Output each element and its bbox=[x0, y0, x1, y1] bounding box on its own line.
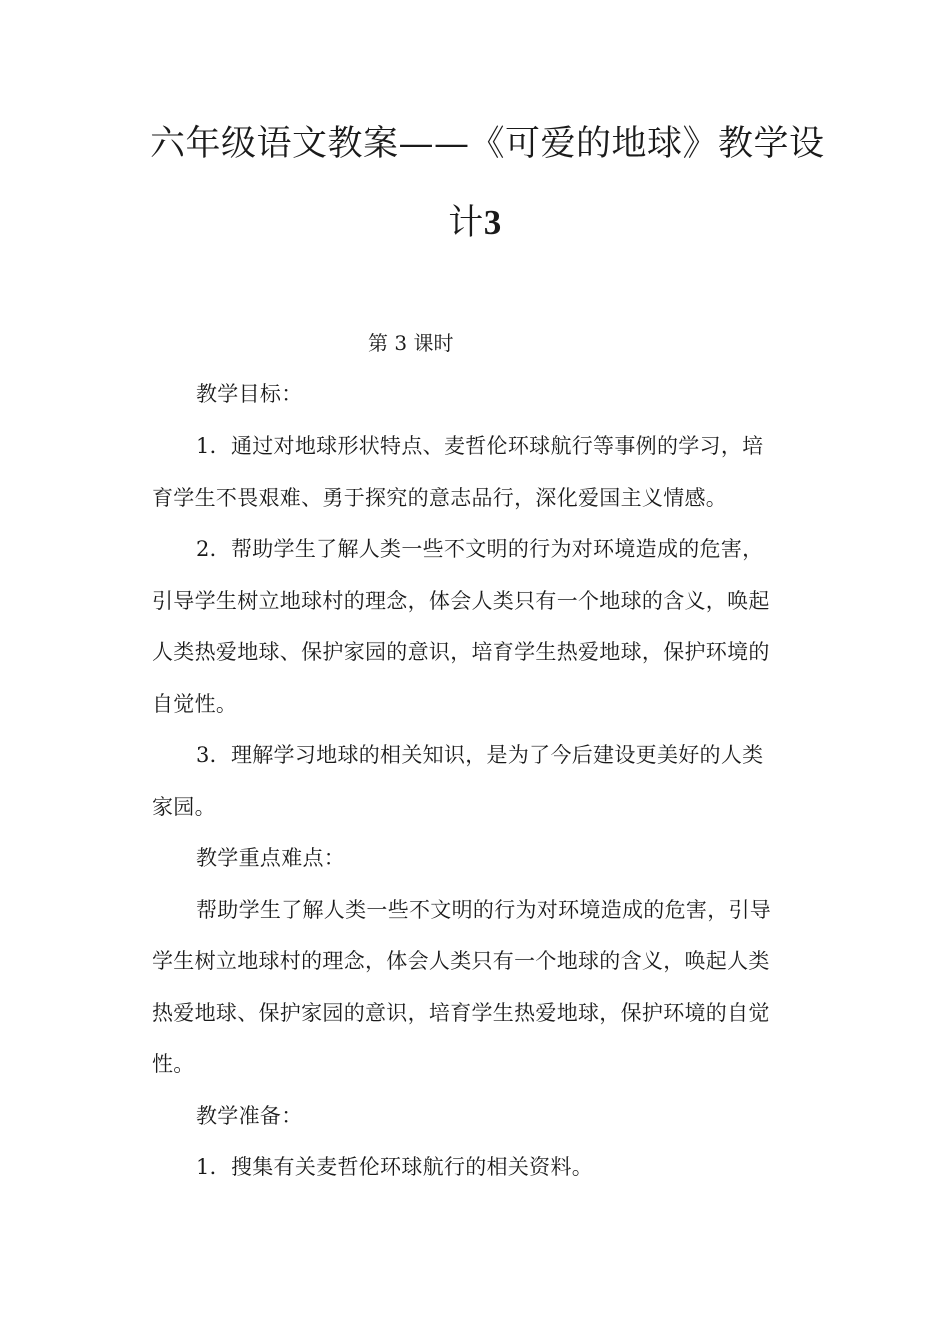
objective-2-line-2: 引导学生树立地球村的理念，体会人类只有一个地球的含义，唤起 bbox=[152, 589, 770, 613]
objectives-heading: 教学目标： bbox=[196, 382, 303, 406]
key-points-line-1: 帮助学生了解人类一些不文明的行为对环境造成的危害，引导 bbox=[196, 898, 772, 922]
document-title-line-2 bbox=[150, 203, 800, 243]
objective-2-line-4: 自觉性。 bbox=[152, 692, 238, 716]
key-points-line-4: 性。 bbox=[152, 1052, 195, 1076]
preparation-item-1: 1．搜集有关麦哲伦环球航行的相关资料。 bbox=[196, 1155, 594, 1179]
key-points-line-3: 热爱地球、保护家园的意识，培育学生热爱地球，保护环境的自觉 bbox=[152, 1001, 770, 1025]
objective-1-line-2: 育学生不畏艰难、勇于探究的意志品行，深化爱国主义情感。 bbox=[152, 486, 728, 510]
preparation-heading: 教学准备： bbox=[196, 1104, 303, 1128]
key-points-line-2: 学生树立地球村的理念，体会人类只有一个地球的含义，唤起人类 bbox=[152, 949, 770, 973]
lesson-number: 第 3 课时 bbox=[368, 331, 454, 355]
key-points-heading: 教学重点难点： bbox=[196, 846, 346, 870]
objective-3-line-1: 3．理解学习地球的相关知识，是为了今后建设更美好的人类 bbox=[196, 743, 764, 767]
title-number: 3 bbox=[483, 203, 502, 242]
objective-3-line-2: 家园。 bbox=[152, 795, 216, 819]
objective-2-line-3: 人类热爱地球、保护家园的意识，培育学生热爱地球，保护环境的 bbox=[152, 640, 770, 664]
objective-2-line-1: 2．帮助学生了解人类一些不文明的行为对环境造成的危害， bbox=[196, 537, 764, 561]
title-text: 计 bbox=[448, 203, 484, 243]
objective-1-line-1: 1．通过对地球形状特点、麦哲伦环球航行等事例的学习，培 bbox=[196, 434, 764, 458]
document-title-line-1: 六年级语文教案——《可爱的地球》教学设 bbox=[150, 124, 825, 164]
